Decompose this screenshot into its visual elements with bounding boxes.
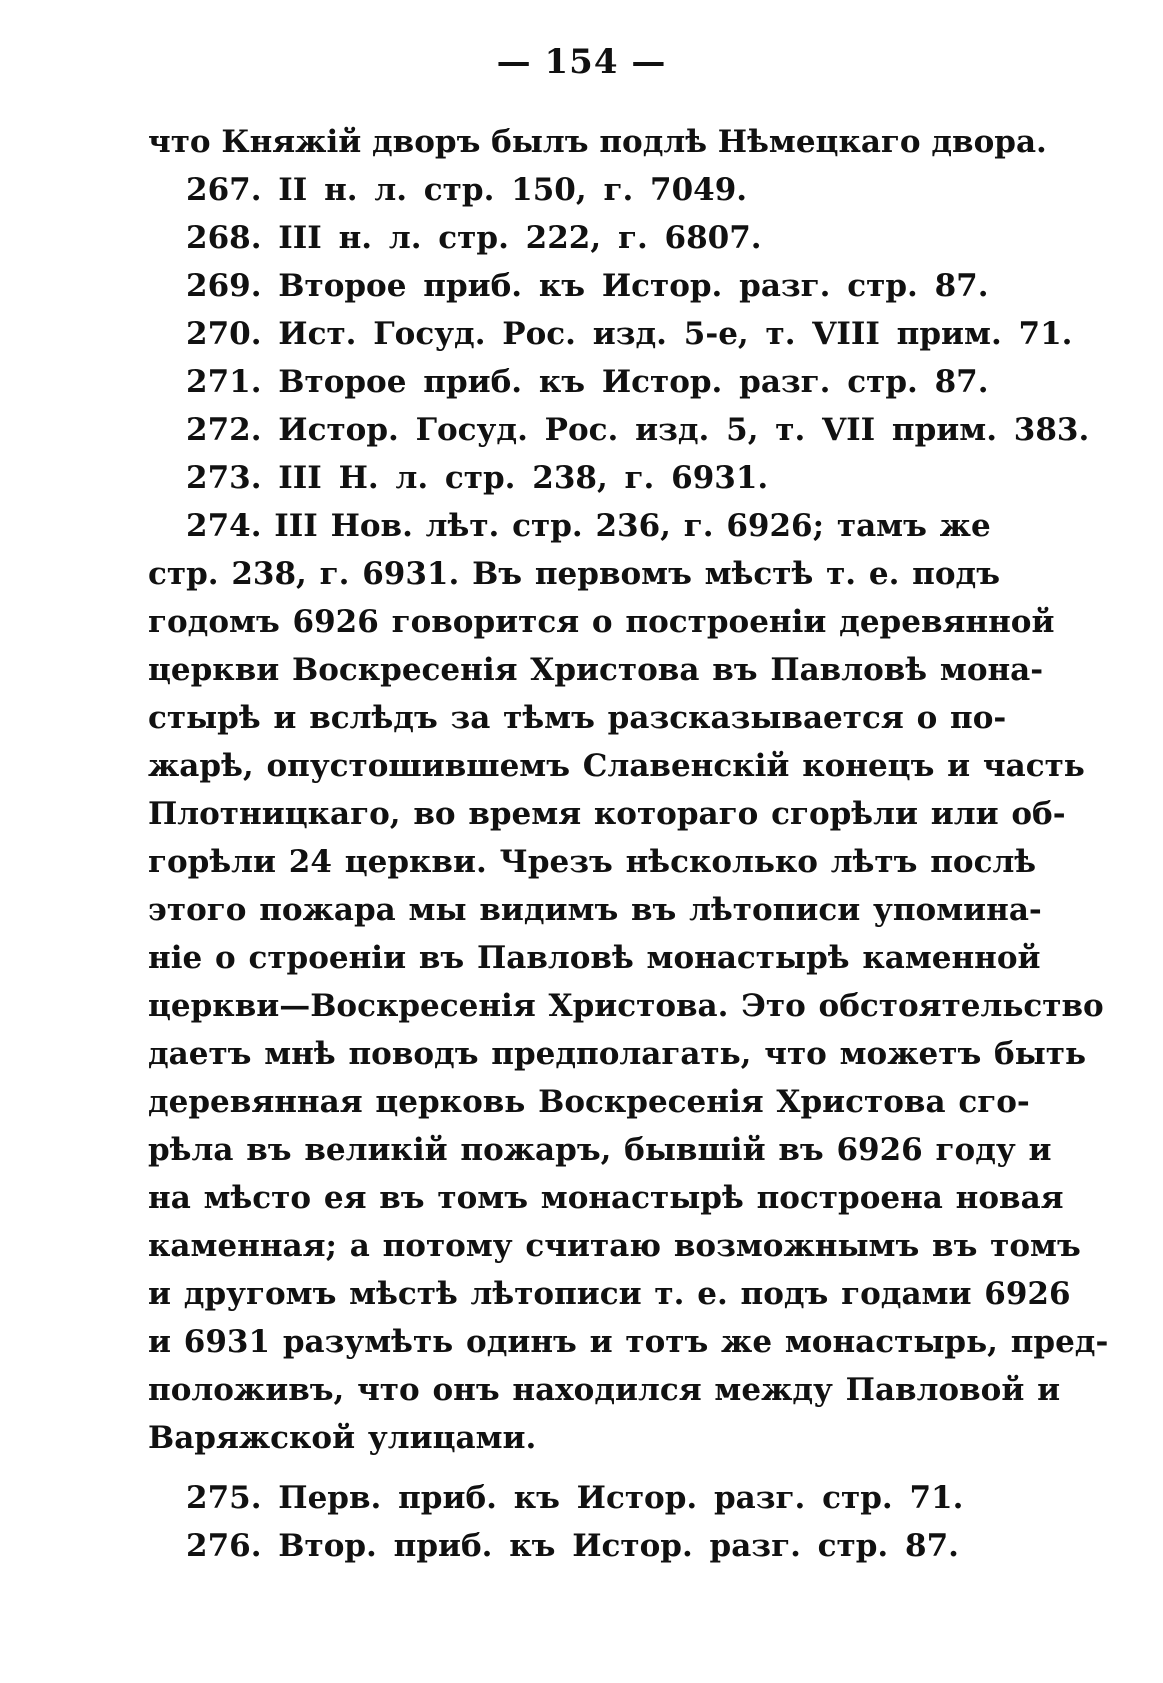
footnote-274-line: годомъ 6926 говорится о построеніи деревянной [148,604,1055,640]
footnote-272: 272. Истор. Госуд. Рос. изд. 5, т. VII прим. 383. [186,412,1090,448]
opening-line: что Княжій дворъ былъ подлѣ Нѣмецкаго двора. [148,124,1047,160]
footnote-274-line: стр. 238, г. 6931. Въ первомъ мѣстѣ т. е. подъ [148,556,1000,592]
document-body [148,118,1109,1570]
footnote-274-line: Варяжской улицами. [148,1420,537,1456]
footnote-274-line: этого пожара мы видимъ въ лѣтописи упомина- [148,892,1042,928]
footnote-274-line: деревянная церковь Воскресенія Христова сго- [148,1084,1030,1120]
footnote-268: 268. III н. л. стр. 222, г. 6807. [186,220,762,256]
footnote-267: 267. II н. л. стр. 150, г. 7049. [186,172,748,208]
footnote-274-line: 274. III Нов. лѣт. стр. 236, г. 6926; тамъ же [186,508,991,544]
footnote-274-line: горѣли 24 церкви. Чрезъ нѣсколько лѣтъ послѣ [148,844,1037,880]
footnote-269: 269. Второе приб. къ Истор. разг. стр. 87. [186,268,989,304]
footnote-274-line: каменная; а потому считаю возможнымъ въ томъ [148,1228,1081,1264]
footnote-274-line: стырѣ и вслѣдъ за тѣмъ разсказывается о по- [148,700,1007,736]
footnote-274-line: церкви—Воскресенія Христова. Это обстоятельство [148,988,1104,1024]
footnote-274-line: церкви Воскресенія Христова въ Павловѣ мона- [148,652,1044,688]
footnote-276: 276. Втор. приб. къ Истор. разг. стр. 87. [186,1528,959,1564]
footnote-270: 270. Ист. Госуд. Рос. изд. 5-е, т. VIII прим. 71. [186,316,1073,352]
footnote-274-line: и другомъ мѣстѣ лѣтописи т. е. подъ годами 6926 [148,1276,1071,1312]
footnote-271: 271. Второе приб. къ Истор. разг. стр. 87. [186,364,989,400]
footnote-274-line: ніе о строеніи въ Павловѣ монастырѣ каменной [148,940,1041,976]
footnote-274-line: Плотницкаго, во время котораго сгорѣли или об- [148,796,1066,832]
footnote-274-line: на мѣсто ея въ томъ монастырѣ построена новая [148,1180,1064,1216]
footnote-273: 273. III Н. л. стр. 238, г. 6931. [186,460,769,496]
footnote-274-line: рѣла въ великій пожаръ, бывшій въ 6926 году и [148,1132,1052,1168]
footnote-275: 275. Перв. приб. къ Истор. разг. стр. 71. [186,1480,964,1516]
footnote-274-line: даетъ мнѣ поводъ предполагать, что можетъ быть [148,1036,1087,1072]
footnote-274-line: и 6931 разумѣть одинъ и тотъ же монастырь, пред- [148,1324,1109,1360]
footnote-274-line: положивъ, что онъ находился между Павловой и [148,1372,1061,1408]
page-number: — 154 — [496,42,667,82]
spacer [148,1462,1008,1474]
footnote-274-line: жарѣ, опустошившемъ Славенскій конецъ и часть [148,748,1085,784]
footnote-274 [148,502,1109,1462]
